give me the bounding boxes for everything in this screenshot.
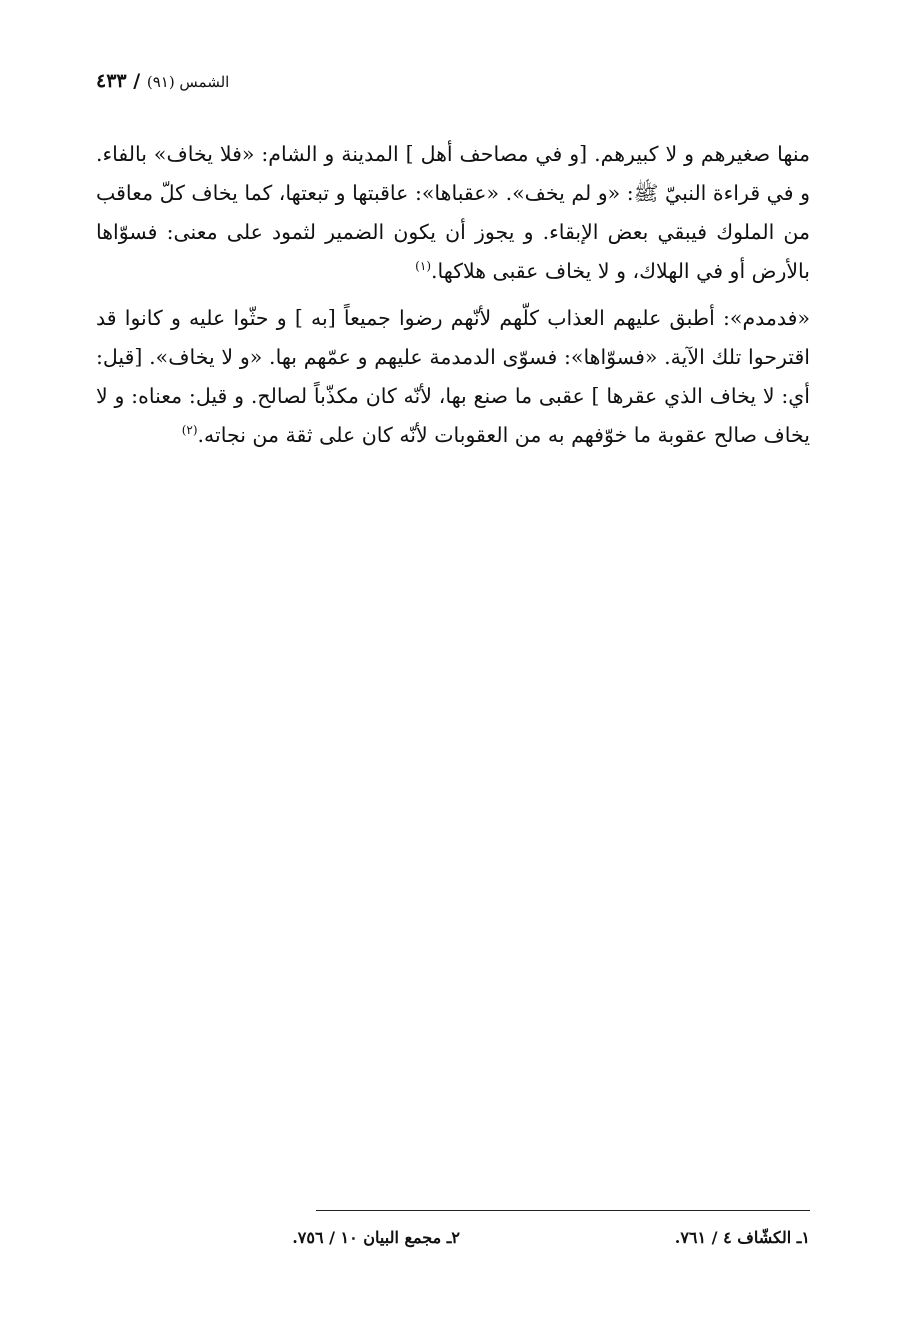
header-separator: / — [133, 70, 141, 92]
paragraph-text: «فدمدم»: أطبق عليهم العذاب كلّهم لأنّهم رضوا جميعاً [به ] و حثّوا عليه و كانوا قد اقترحوا تلك الآية. «فسوّاها»: فسوّى الدمدمة عليهم و عمّهم بها. «و لا يخاف». [قيل: أي: لا يخاف الذي عقرها ] عقبى ما صنع بها، لأنّه كان مكذّباً لصالح. و قيل: معناه: و لا يخاف صالح عقوبة ما خوّفهم به من العقوبات لأنّه كان على ثقة من نجاته. — [96, 306, 810, 447]
footnote-1: ١ـ الكشّاف ٤ / ٧٦١. — [674, 1228, 810, 1247]
footnote-reference: (٢) — [181, 423, 198, 438]
paragraph-text: منها صغيرهم و لا كبيرهم. [و في مصاحف أهل ] المدينة و الشام: «فلا يخاف» بالفاء. و في قراءة النبيّ ﷺ: «و لم يخف». «عقباها»: عاقبتها و تبعتها، كما يخاف كلّ معاقب من الملوك فيبقي بعض الإبقاء. و يجوز أن يكون الضمير لثمود على معنى: فسوّاها بالأرض أو في الهلاك، و لا يخاف عقبى هلاكها. — [96, 142, 810, 283]
page-number: ٤٣٣ — [96, 70, 127, 92]
main-text — [96, 135, 810, 463]
footnote-2: ٢ـ مجمع البيان ١٠ / ٧٥٦. — [292, 1228, 460, 1247]
running-header — [96, 70, 246, 92]
footnote-reference: (١) — [415, 259, 431, 274]
paragraph — [96, 299, 810, 455]
paragraph — [96, 135, 810, 291]
footnotes — [96, 1228, 810, 1258]
footnote-divider — [316, 1210, 810, 1211]
surah-label: الشمس (٩١) — [146, 73, 230, 91]
